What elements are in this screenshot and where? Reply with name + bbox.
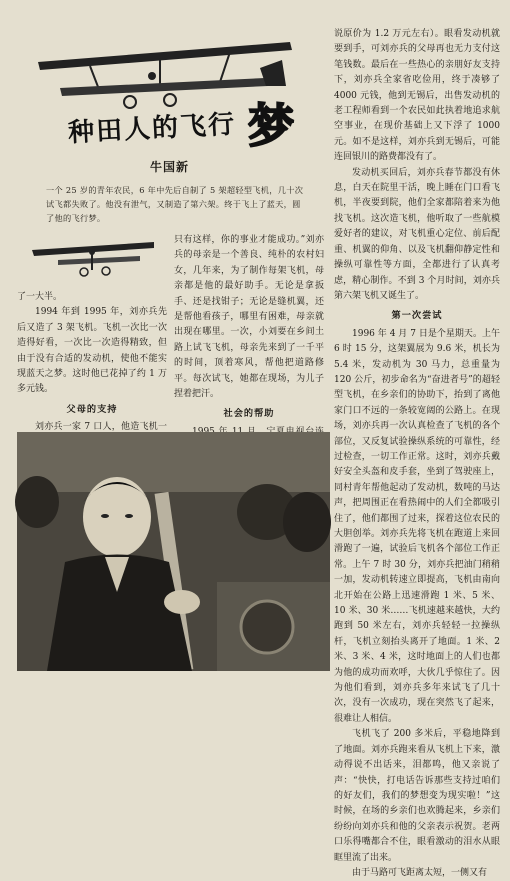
paragraph: 飞机飞了 200 多米后，平稳地降到了地面。刘亦兵跑来看从飞机上下来，激动得说不出话来，泪都鸣，他又亲说了声：“快快，打电话告诉那些支持过咱们的好友们，我们的梦想变为现实啦！”这时候，在场的乡亲们也欢腾起来，乡亲们纷纷向刘亦兵和他的父亲表示祝贺。老两口乐得嘴都合不住，眼看激动的泪水从眼眶里流了出来。 — [334, 729, 500, 863]
paragraph: 刘亦兵一家 7 口人，他造飞机一 — [35, 422, 167, 433]
paragraph: 1994 年到 1995 年，刘亦兵先后又造了 3 架飞机。飞机一次比一次造得好看，一次比一次造得精致，但由于没有合适的发动机，使他不能实现蓝天之梦。这时他已花掉了约 1 万多元钱。 — [17, 307, 167, 395]
title-artwork — [20, 30, 310, 155]
section-heading: 第一次尝试 — [391, 310, 443, 322]
paragraph: 只有这样，你的事业才能成功。”刘亦兵的母亲是一个善良、纯朴的农村妇女，几年来，为了制作每架飞机，母亲都是他的最好助手。无论是拿扳手、还是找钳子；无论是缝机翼，还是帮他看孩子，哪里有困难，母亲就出现在哪里。一次，小刘要在乡间土路上试飞飞机，母亲先来到了一千平的时间，顶着寒风，帮他把道路修平。每次试飞，她都在现场，为儿子捏着把汗。 — [174, 235, 324, 400]
section-heading: 父母的支持 — [66, 403, 118, 415]
paragraph: 说原价为 1.2 万元左右）。眼看发动机就要到手，可刘亦兵的父母再也无力支付这笔钱数。最后在一些热心的亲朋好友支持下，刘亦兵全家省吃俭用，终于凑够了 4000 元钱，他到无锡后，出售发动机的老工程师看到一个农民如此执着地追求航空事业，在现价基础上又下浮了 1000 元。如不是这样，刘亦兵到无锡后，可能连回银川的路费都没有了。 — [334, 29, 500, 163]
lead-paragraph: 一个 25 岁的青年农民，6 年中先后自制了 5 架超轻型飞机，几十次试飞都失败了。他没有泄气，又制造了第六架。终于飞上了蓝天，圆了他的飞行梦。 — [46, 185, 304, 223]
paragraph: 1996 年 4 月 7 日是个星期天。上午 6 时 15 分，这架翼展为 9.6 米，机长为 5.4 米，发动机为 30 马力，总重量为 120 公斤，初步命名为“奋进者号”的超轻型飞机，在乡亲们的协助下，抬到了离他家门口不远的一条较宽阔的公路上。在现场，刘亦兵再一次认真检查了飞机的各个部位，又反复试验操纵系统的可靠性，经过检查，一切工作正常。这时，刘亦兵戴好安全头盔和皮手套，坐到了驾驶座上，同村青年帮他起动了发动机，数吨的马达声，把周围正在看热闹中的人们全都吸引住了，他们都围了过来，探着这位农民的大胆创举。刘亦兵先将飞机在跑道上来回滑跑了一遍，试验后飞机各个部位工作正常。上午 7 时 30 分，刘亦兵把油门稍稍一加，发动机转速立即提高，飞机由南向北开始在公路上迅速滑跑 1 米、5 米、10 米、30 米……飞机速越来越快，大约跑到 50 米左右，刘亦兵轻轻一拉操纵杆，飞机立刻抬头离开了地面。1 米、2 米、3 米、4 米，这时地面上的人们也都为他的成功而欢呼，大伙几乎惊住了。因为他们看到，刘亦兵多年来试飞了几十次，没有一次成功，现在突然飞了起来，很难让人相信。 — [334, 328, 500, 724]
article-title-dream: 梦 — [248, 99, 294, 153]
paragraph: 发动机买回后，刘亦兵春节都没有休息，白天在院里干活，晚上睡在门口看飞机，半夜要到院，他们全家都陪着来为他找飞机。这次造飞机，他听取了一些航模爱好者的建议，对飞机重心定位、前后配重、机翼的仰角、以及飞机翻仰静定性和操纵可靠性等方面，全都进行了认真考虑，精心制作。不到 3 个月时间，刘亦兵第六架飞机又诞生了。 — [334, 167, 500, 301]
column-right — [334, 27, 500, 881]
article-photo — [17, 432, 330, 671]
paragraph: 了一大半。 — [17, 292, 63, 302]
photo-man-with-propeller-icon — [17, 432, 330, 671]
article-title: 种田人的飞行 — [67, 109, 237, 149]
author-byline: 牛国新 — [150, 160, 190, 174]
section-heading: 社会的帮助 — [223, 408, 275, 420]
paragraph: 由于马路可飞距离太短，一侧又有 — [352, 867, 488, 878]
small-plane-icon — [28, 236, 158, 278]
